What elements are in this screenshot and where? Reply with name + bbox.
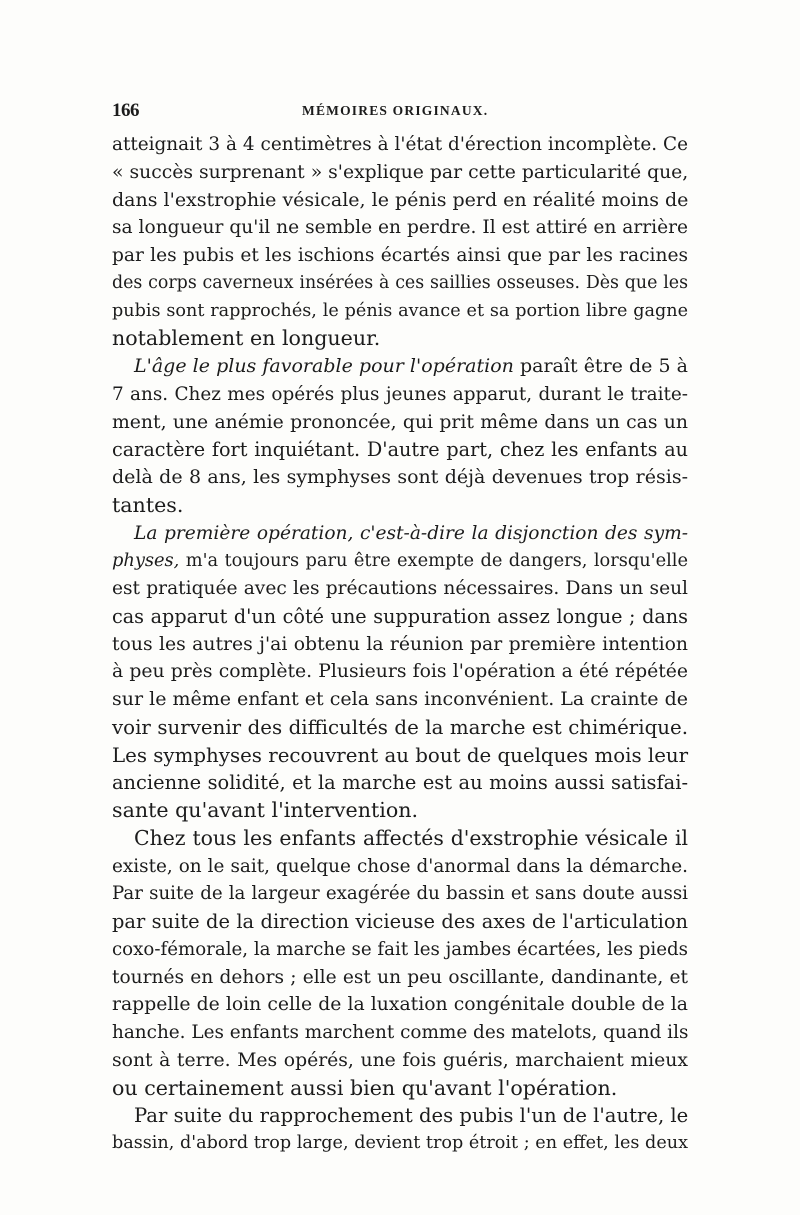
text-line: par les pubis et les ischions écartés ainsi que par les racines	[112, 245, 688, 266]
text-line: « succès surprenant » s'explique par cette particularité que,	[112, 161, 689, 183]
text-line: sa longueur qu'il ne semble en perdre. Il est attiré en arrière	[112, 217, 688, 239]
text-line: rappelle de loin celle de la luxation congénitale double de la	[112, 994, 688, 1016]
text-line: physes, m'a toujours paru être exempte de dangers, lorsqu'elle	[112, 550, 688, 572]
text-line: notablement en longueur.	[112, 326, 381, 351]
text-line: par suite de la direction vicieuse des axes de l'articulation	[112, 910, 688, 933]
body-text	[112, 131, 688, 1158]
text-line: tantes.	[112, 492, 184, 517]
text-line: sur le même enfant et cela sans inconvénient. La crainte de	[112, 688, 688, 710]
text-line: ancienne solidité, et la marche est au moins aussi satisfai-	[112, 771, 688, 795]
running-title: MÉMOIRES ORIGINAUX.	[302, 103, 489, 118]
text-line: ou certainement aussi bien qu'avant l'opération.	[112, 1075, 618, 1100]
text-line: bassin, d'abord trop large, devient trop étroit ; en effet, les deux	[112, 1133, 688, 1153]
text-line: Chez tous les enfants affectés d'exstrophie vésicale il	[134, 825, 688, 850]
text-line: caractère fort inquiétant. D'autre part, chez les enfants au	[112, 438, 688, 462]
text-line: 7 ans. Chez mes opérés plus jeunes apparut, durant le traite-	[112, 383, 688, 405]
text-line: delà de 8 ans, les symphyses sont déjà devenues trop résis-	[112, 466, 688, 488]
text-line: sante qu'avant l'intervention.	[112, 798, 419, 822]
text-line: ment, une anémie prononcée, qui prit même dans un cas un	[112, 411, 688, 433]
italic-phrase: L'âge le plus favorable pour l'opération	[134, 355, 514, 377]
text-line: existe, on le sait, quelque chose d'anormal dans la démarche.	[112, 855, 688, 877]
text-line: à peu près complète. Plusieurs fois l'opération a été répétée	[112, 661, 688, 683]
text-line: tous les autres j'ai obtenu la réunion par première intention	[112, 633, 688, 655]
text-line: cas apparut d'un côté une suppuration assez longue ; dans	[112, 604, 688, 628]
text-line: voir survenir des difficultés de la marche est chimérique.	[112, 715, 688, 739]
text-line: hanche. Les enfants marchent comme des matelots, quand ils	[112, 1022, 689, 1043]
text-line: est pratiquée avec les précautions nécessaires. Dans un seul	[112, 578, 688, 599]
italic-phrase: physes,	[112, 550, 180, 572]
text-line: pubis sont rapprochés, le pénis avance et sa portion libre gagne	[112, 300, 688, 321]
text-line: Les symphyses recouvrent au bout de quelques mois leur	[112, 743, 689, 767]
text-line: dans l'exstrophie vésicale, le pénis perd en réalité moins de	[112, 188, 689, 211]
text-line: des corps caverneux insérées à ces saillies osseuses. Dès que les	[112, 272, 688, 293]
page-number: 166	[112, 100, 139, 121]
running-head	[112, 100, 688, 126]
text-line: sont à terre. Mes opérés, une fois guéris, marchaient mieux	[112, 1049, 688, 1071]
text-line: coxo-fémorale, la marche se fait les jambes écartées, les pieds	[112, 938, 688, 960]
italic-phrase: La première opération, c'est-à-dire la disjonction des sym-	[134, 522, 688, 544]
text-line: Par suite de la largeur exagérée du bassin et sans doute aussi	[112, 883, 688, 905]
text-line: L'âge le plus favorable pour l'opération paraît être de 5 à	[134, 355, 688, 377]
text-line: tournés en dehors ; elle est un peu oscillante, dandinante, et	[112, 966, 688, 988]
text-line: atteignait 3 à 4 centimètres à l'état d'érection incomplète. Ce	[112, 134, 688, 155]
text-line	[112, 520, 688, 548]
text-line: Par suite du rapprochement des pubis l'un de l'autre, le	[134, 1104, 689, 1128]
